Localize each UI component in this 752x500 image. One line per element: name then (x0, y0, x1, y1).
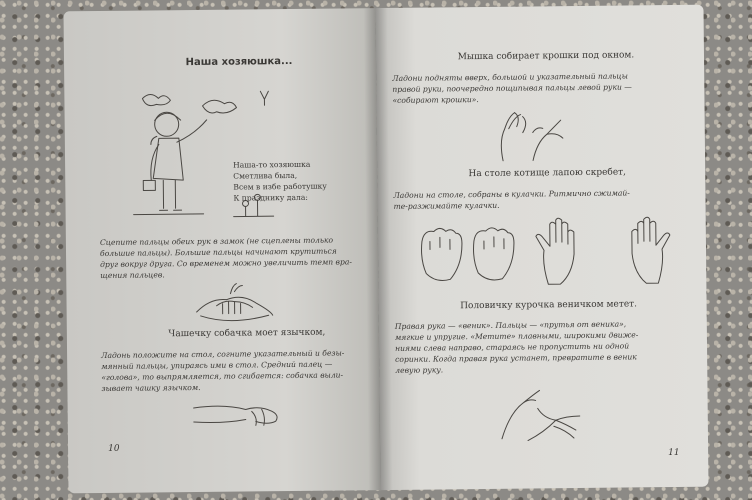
text-line: те-разжимайте кулачки. (393, 200, 500, 211)
right-page (375, 5, 708, 490)
text-line: мянный пальцы, упираясь ими в стол. Средний палец — (101, 359, 333, 371)
text-line: Ладони подняты вверх, большой и указательный пальцы (392, 71, 628, 83)
instruction-hen (395, 318, 701, 376)
poem-line: К празднику дала: (233, 192, 308, 203)
sweeping-hand-illustration (497, 388, 588, 445)
right-heading-cat: На столе котище лапою скребет, (468, 167, 627, 180)
text-line: щения пальцев. (100, 270, 165, 280)
hand-on-table-illustration (192, 395, 282, 432)
text-line: ниями слева направо, стараясь не пропустить ни одной (394, 341, 630, 353)
text-line: правой руки, поочередно пощипывая пальцы левой руки — (392, 82, 632, 94)
left-page-title: Наша хозяюшка... (185, 55, 293, 69)
text-line: мягкие и упругие. «Метите» плавными, широкими движе- (394, 330, 639, 342)
clasped-hands-illustration (194, 281, 274, 326)
text-line: «собирают крошки». (392, 95, 479, 105)
text-line: «голова», то выпрямляется, то сгибается: собачка выли- (101, 370, 344, 382)
pinching-hands-illustration (493, 110, 574, 163)
text-line: большие пальцы). Большие пальцы начинают крутиться (99, 246, 337, 258)
text-line: Ладони на столе, собраны в кулачки. Ритмично сжимай- (393, 188, 630, 200)
book-spine (363, 8, 392, 490)
poem-line: Всем в избе работушку (233, 181, 327, 192)
text-line: друг вокруг друга. Со временем можно увеличить темп вра- (100, 257, 352, 269)
open-booklet (63, 5, 708, 494)
poem-line: Сметлива была, (233, 170, 298, 181)
right-heading-hen: Половичку курочка веничком метет. (460, 299, 638, 312)
instruction-mouse (392, 70, 697, 106)
text-line: Сцепите пальцы обеих рук в замок (не сцеплены только (99, 235, 334, 247)
girl-illustration (132, 85, 283, 227)
poem-line: Наша-то хозяюшка (233, 159, 311, 170)
text-line: Правая рука — «веник». Пальцы — «прутья от веника», (394, 319, 627, 331)
text-line: зывает чашку язычком. (101, 382, 201, 393)
right-page-number: 11 (668, 447, 680, 459)
text-line: соринки. Когда правая рука устанет, превратите в веник (395, 352, 637, 364)
instruction-dog (101, 347, 371, 394)
left-page-number: 10 (108, 443, 120, 454)
fists-and-open-hands-illustration (418, 219, 669, 288)
left-subheading: Чашечку собачка моет язычком, (168, 327, 326, 340)
text-line: левую руку. (395, 365, 444, 375)
instruction-cat (393, 187, 698, 212)
right-heading-mouse: Мышка собирает крошки под окном. (457, 50, 635, 63)
left-page (63, 8, 380, 493)
poem (233, 158, 373, 203)
instruction-locked-fingers (100, 234, 370, 281)
text-line: Ладонь положите на стол, согните указательный и безы- (101, 348, 345, 360)
